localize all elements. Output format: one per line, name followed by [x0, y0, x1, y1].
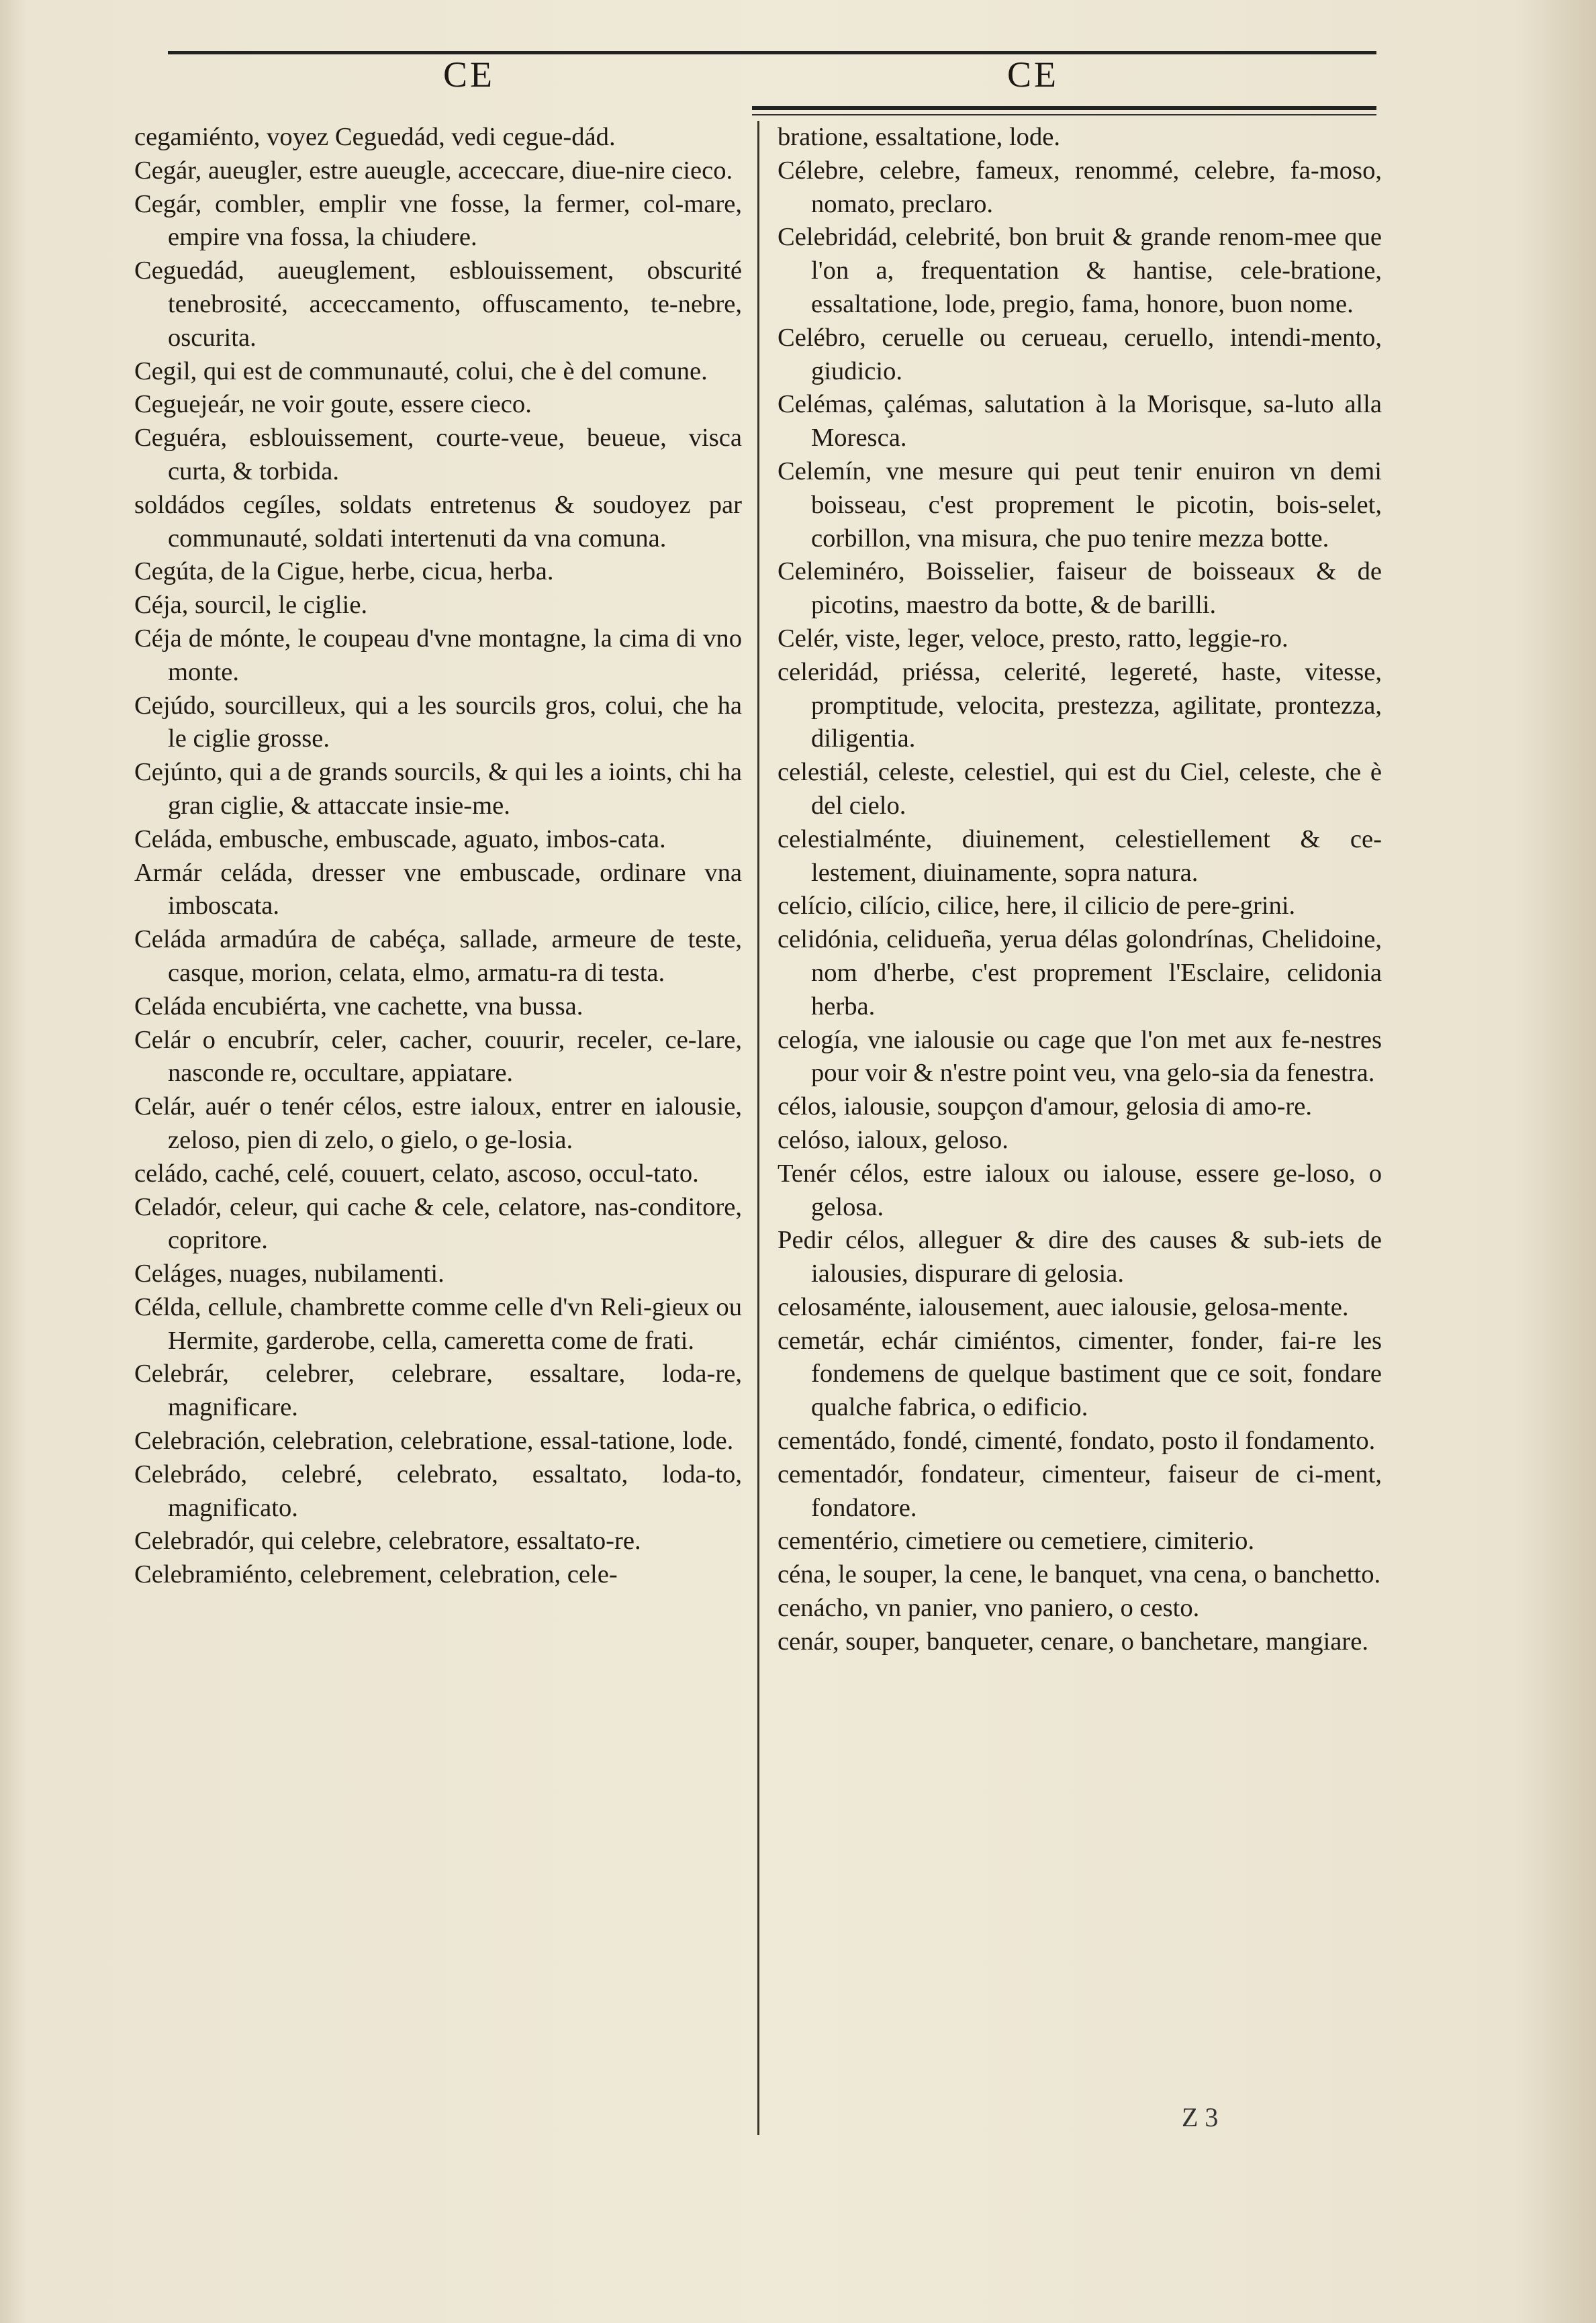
dictionary-entry: Cegúta, de la Cigue, herbe, cicua, herba. [134, 557, 554, 586]
running-head-left: CE [443, 54, 496, 95]
dictionary-entry: Pedir célos, alleguer & dire des causes & sub-iets de ialousies, dispurare di gelosia. [778, 1226, 1382, 1288]
dictionary-entry: Celebrár, celebrer, celebrare, essaltare, loda-re, magnificare. [134, 1360, 742, 1422]
running-head-right: CE [1007, 54, 1060, 95]
dictionary-entry: Ceguejeár, ne voir goute, essere cieco. [134, 390, 532, 419]
column-divider [757, 121, 759, 2135]
dictionary-entry: Celebración, celebration, celebratione, essal-tatione, lode. [134, 1427, 734, 1456]
dictionary-entry: celóso, ialoux, geloso. [778, 1125, 1008, 1154]
dictionary-entry: Celemín, vne mesure qui peut tenir enuiron vn demi boisseau, c'est proprement le picotin, bois-selet, corbillon, vna misura, che puo tenire mezza botte. [778, 457, 1382, 553]
dictionary-entry: Céja, sourcil, le ciglie. [134, 591, 368, 620]
dictionary-entry: Armár celáda, dresser vne embuscade, ordinare vna imboscata. [134, 858, 742, 920]
dictionary-entry: cenácho, vn panier, vno paniero, o cesto. [778, 1594, 1200, 1623]
dictionary-entry: Cejúdo, sourcilleux, qui a les sourcils gros, colui, che ha le ciglie grosse. [134, 691, 742, 753]
header-rule-thin [752, 114, 1376, 115]
dictionary-entry: celádo, caché, celé, couuert, celato, ascoso, occul-tato. [134, 1159, 699, 1188]
dictionary-entry: Celáda armadúra de cabéça, sallade, armeure de teste, casque, morion, celata, elmo, armatu-ra di testa. [134, 925, 742, 987]
dictionary-entry: Celár o encubrír, celer, cacher, couurir, receler, ce-lare, nasconde re, occultare, appiatare. [134, 1025, 742, 1088]
dictionary-entry: Céja de mónte, le coupeau d'vne montagne, la cima di vno monte. [134, 624, 742, 686]
dictionary-entry: cementério, cimetiere ou cemetiere, cimiterio. [778, 1527, 1255, 1556]
dictionary-entry: Celémas, çalémas, salutation à la Morisque, sa-luto alla Moresca. [778, 390, 1382, 453]
dictionary-entry: Celáda encubiérta, vne cachette, vna bussa. [134, 992, 583, 1021]
signature-mark: Z 3 [1182, 2102, 1219, 2132]
dictionary-entry: cemetár, echár cimiéntos, cimenter, fonder, fai-re les fondemens de quelque bastiment que ce soit, fondare qualche fabrica, o edificio. [778, 1326, 1382, 1422]
dictionary-entry: celeridád, priéssa, celerité, legereté, haste, vitesse, promptitude, velocita, prestezza, agilitate, prontezza, diligentia. [778, 657, 1382, 753]
dictionary-entry: Celebridád, celebrité, bon bruit & grande renom-mee que l'on a, frequentation & hantise, cele-bratione, essaltatione, lode, pregio, fama, honore, buon nome. [778, 223, 1382, 318]
dictionary-entry: céna, le souper, la cene, le banquet, vna cena, o banchetto. [778, 1560, 1381, 1589]
dictionary-entry: Cegár, aueugler, estre aueugle, acceccare, diue-nire cieco. [134, 156, 733, 185]
dictionary-entry: celidónia, celidueña, yerua délas golondrínas, Chelidoine, nom d'herbe, c'est proprement l'Esclaire, celidonia herba. [778, 925, 1382, 1021]
dictionary-entry: cementádo, fondé, cimenté, fondato, posto il fondamento. [778, 1427, 1376, 1456]
dictionary-entry: celosaménte, ialousement, auec ialousie, gelosa-mente. [778, 1292, 1349, 1321]
dictionary-entry: Ceguedád, aueuglement, esblouissement, obscurité tenebrosité, acceccamento, offuscamento, te-nebre, oscurita. [134, 256, 742, 352]
dictionary-entry: celício, cilício, cilice, here, il cilicio de pere-grini. [778, 892, 1296, 920]
dictionary-entry: célos, ialousie, soupçon d'amour, gelosia di amo-re. [778, 1092, 1313, 1121]
dictionary-entry: Celár, auér o tenér célos, estre ialoux, entrer en ialousie, zeloso, pien di zelo, o gielo, o ge-losia. [134, 1092, 742, 1154]
dictionary-entry: Cegár, combler, emplir vne fosse, la fermer, col-mare, empire vna fossa, la chiudere. [134, 189, 742, 252]
dictionary-entry: Célebre, celebre, fameux, renommé, celebre, fa-moso, nomato, preclaro. [778, 156, 1382, 218]
dictionary-entry: Celáges, nuages, nubilamenti. [134, 1260, 444, 1288]
dictionary-entry: Celebrádo, celebré, celebrato, essaltato, loda-to, magnificato. [134, 1460, 742, 1522]
dictionary-entry: Cegil, qui est de communauté, colui, che è del comune. [134, 357, 708, 385]
dictionary-entry: celogía, vne ialousie ou cage que l'on met aux fe-nestres pour voir & n'estre point veu, vna gelo-sia da fenestra. [778, 1025, 1382, 1088]
dictionary-entry: Ceguéra, esblouissement, courte-veue, beueue, visca curta, & torbida. [134, 424, 742, 485]
dictionary-entry: Celebradór, qui celebre, celebratore, essaltato-re. [134, 1527, 641, 1556]
dictionary-entry: Celáda, embusche, embuscade, aguato, imbos-cata. [134, 824, 666, 853]
dictionary-entry: Celér, viste, leger, veloce, presto, ratto, leggie-ro. [778, 624, 1288, 653]
dictionary-entry: Celebramiénto, celebrement, celebration, cele- [134, 1560, 618, 1589]
dictionary-entry: Tenér célos, estre ialoux ou ialouse, essere ge-loso, o gelosa. [778, 1159, 1382, 1221]
top-rule [168, 51, 1376, 54]
right-column [778, 121, 1382, 1659]
header-rule [752, 106, 1376, 110]
dictionary-entry: bratione, essaltatione, lode. [778, 123, 1061, 151]
dictionary-entry: cementadór, fondateur, cimenteur, faiseur de ci-ment, fondatore. [778, 1460, 1382, 1522]
left-column [134, 121, 742, 1592]
dictionary-entry: cenár, souper, banqueter, cenare, o banchetare, mangiare. [778, 1627, 1369, 1656]
dictionary-entry: Celadór, celeur, qui cache & cele, celatore, nas-conditore, copritore. [134, 1192, 742, 1255]
dictionary-entry: celestiál, celeste, celestiel, qui est du Ciel, celeste, che è del cielo. [778, 758, 1382, 820]
dictionary-entry: Cejúnto, qui a de grands sourcils, & qui les a ioints, chi ha gran ciglie, & attaccate insie-me. [134, 758, 742, 820]
dictionary-entry: soldádos cegíles, soldats entretenus & soudoyez par communauté, soldati intertenuti da vna comuna. [134, 490, 742, 553]
dictionary-entry: cegamiénto, voyez Ceguedád, vedi cegue-dád. [134, 123, 616, 151]
dictionary-entry: celestialménte, diuinement, celestiellement & ce-lestement, diuinamente, sopra natura. [778, 824, 1382, 887]
dictionary-entry: Celébro, ceruelle ou cerueau, ceruello, intendi-mento, giudicio. [778, 323, 1382, 385]
dictionary-entry: Celeminéro, Boisselier, faiseur de boisseaux & de picotins, maestro da botte, & de barilli. [778, 557, 1382, 620]
dictionary-entry: Célda, cellule, chambrette comme celle d'vn Reli-gieux ou Hermite, garderobe, cella, cameretta come de frati. [134, 1292, 742, 1355]
